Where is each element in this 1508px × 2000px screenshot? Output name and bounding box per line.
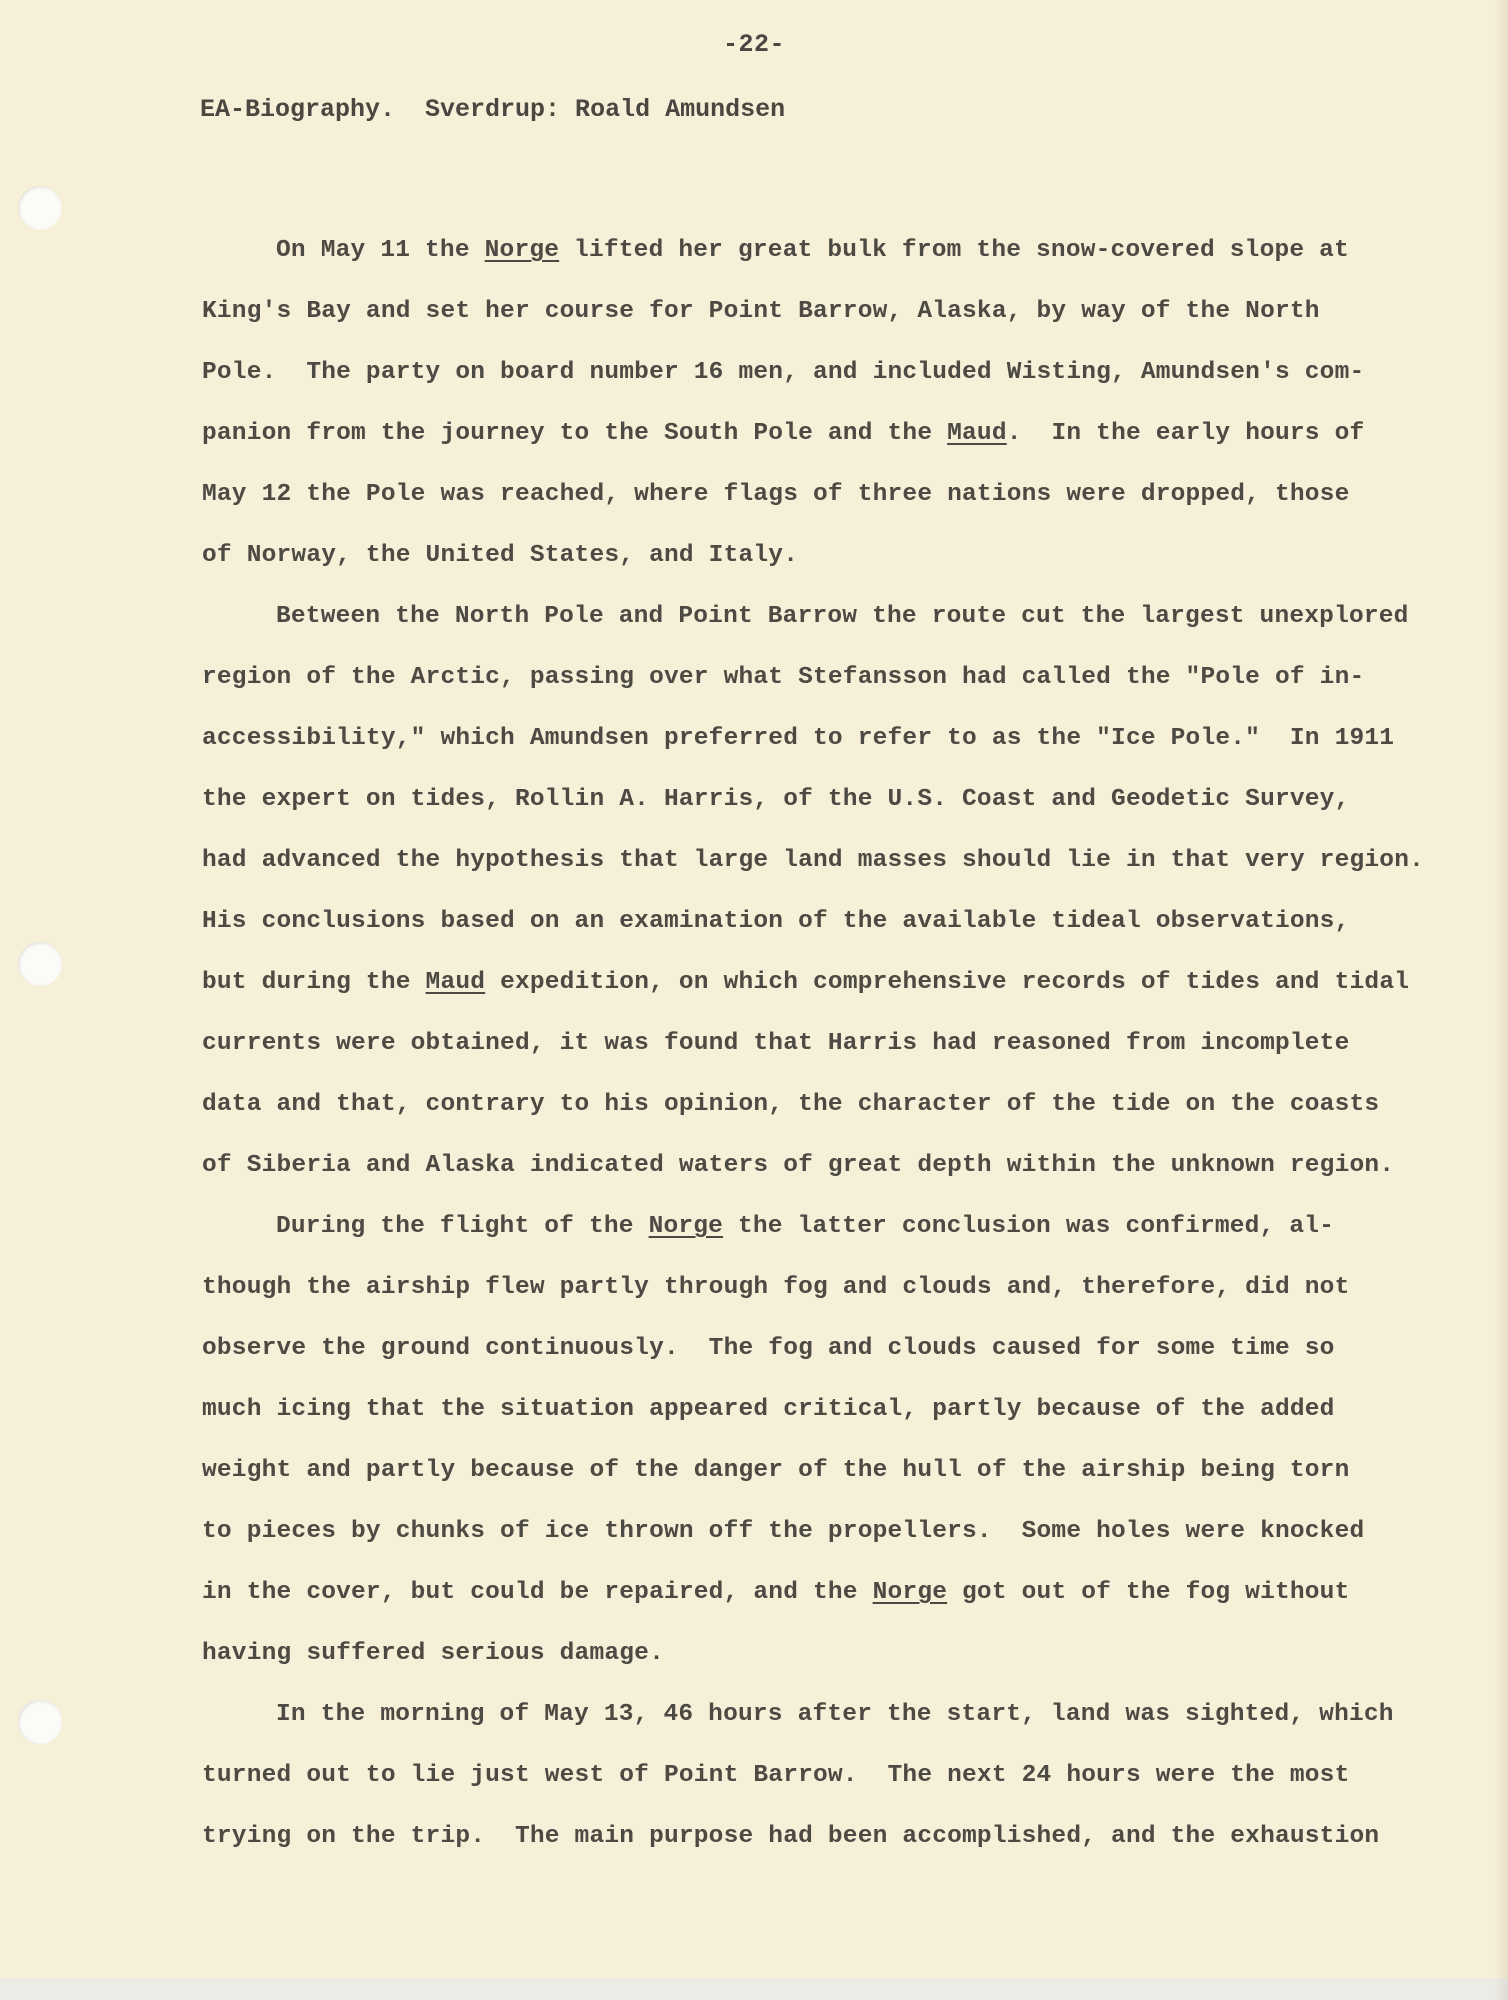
text-line xyxy=(202,342,1462,403)
underlined-ship-name: Maud xyxy=(947,420,1007,447)
text-segment: Pole. The party on board number 16 men, and included Wisting, Amundsen's com- xyxy=(202,359,1365,386)
text-line xyxy=(202,220,1462,281)
text-line xyxy=(202,1745,1462,1806)
text-segment: much icing that the situation appeared critical, partly because of the added xyxy=(202,1396,1335,1423)
text-segment: Between the North Pole and Point Barrow the route cut the largest unexplored xyxy=(276,603,1409,630)
text-line xyxy=(202,403,1462,464)
scan-margin xyxy=(0,1978,1508,2000)
text-segment: to pieces by chunks of ice thrown off the propellers. Some holes were knocked xyxy=(202,1518,1365,1545)
text-line xyxy=(202,647,1462,708)
punch-hole-middle xyxy=(18,942,62,986)
text-line xyxy=(202,952,1462,1013)
text-line xyxy=(202,1135,1462,1196)
running-header: EA-Biography. Sverdrup: Roald Amundsen xyxy=(200,95,786,124)
text-segment: data and that, contrary to his opinion, the character of the tide on the coasts xyxy=(202,1091,1380,1118)
text-segment: On May 11 the xyxy=(276,237,485,264)
text-segment: the expert on tides, Rollin A. Harris, of the U.S. Coast and Geodetic Survey, xyxy=(202,786,1350,813)
text-segment: though the airship flew partly through fog and clouds and, therefore, did not xyxy=(202,1274,1350,1301)
text-line xyxy=(202,830,1462,891)
text-line xyxy=(202,1440,1462,1501)
text-line xyxy=(202,525,1462,586)
underlined-ship-name: Norge xyxy=(484,237,560,264)
punch-hole-bottom xyxy=(18,1700,62,1744)
text-segment: had advanced the hypothesis that large land masses should lie in that very region. xyxy=(202,847,1424,874)
text-line xyxy=(202,586,1462,647)
text-segment: lifted her great bulk from the snow-covered slope at xyxy=(559,237,1349,264)
text-segment: currents were obtained, it was found that Harris had reasoned from incomplete xyxy=(202,1030,1350,1057)
text-segment: King's Bay and set her course for Point Barrow, Alaska, by way of the North xyxy=(202,298,1320,325)
text-line xyxy=(202,1013,1462,1074)
text-line xyxy=(202,708,1462,769)
text-segment: . In the early hours of xyxy=(1006,420,1365,447)
text-segment: His conclusions based on an examination of the available tideal observations, xyxy=(202,908,1350,935)
text-line xyxy=(202,1379,1462,1440)
text-line xyxy=(202,1806,1462,1867)
text-line xyxy=(202,769,1462,830)
text-line xyxy=(202,281,1462,342)
text-line xyxy=(202,1196,1462,1257)
text-segment: expedition, on which comprehensive records of tides and tidal xyxy=(485,969,1410,996)
text-segment: trying on the trip. The main purpose had been accomplished, and the exhaustion xyxy=(202,1823,1380,1850)
text-line xyxy=(202,464,1462,525)
text-segment: got out of the fog without xyxy=(947,1579,1350,1606)
text-line xyxy=(202,1501,1462,1562)
text-line xyxy=(202,1623,1462,1684)
text-segment: turned out to lie just west of Point Barrow. The next 24 hours were the most xyxy=(202,1762,1350,1789)
text-segment: having suffered serious damage. xyxy=(202,1640,664,1667)
underlined-ship-name: Norge xyxy=(872,1579,948,1606)
text-segment: During the flight of the xyxy=(276,1213,649,1240)
body-text xyxy=(202,220,1462,1867)
underlined-ship-name: Norge xyxy=(648,1213,724,1240)
text-segment: weight and partly because of the danger of the hull of the airship being torn xyxy=(202,1457,1350,1484)
text-segment: observe the ground continuously. The fog and clouds caused for some time so xyxy=(202,1335,1335,1362)
text-segment: region of the Arctic, passing over what Stefansson had called the "Pole of in- xyxy=(202,664,1365,691)
text-segment: in the cover, but could be repaired, and the xyxy=(202,1579,873,1606)
text-line xyxy=(202,1684,1462,1745)
page-number: -22- xyxy=(722,30,785,59)
text-segment: but during the xyxy=(202,969,426,996)
text-line xyxy=(202,1257,1462,1318)
text-segment: May 12 the Pole was reached, where flags of three nations were dropped, those xyxy=(202,481,1350,508)
text-line xyxy=(202,1074,1462,1135)
text-line xyxy=(202,1318,1462,1379)
text-segment: accessibility," which Amundsen preferred to refer to as the "Ice Pole." In 1911 xyxy=(202,725,1395,752)
text-line xyxy=(202,891,1462,952)
text-segment: In the morning of May 13, 46 hours after the start, land was sighted, which xyxy=(276,1701,1394,1728)
text-segment: panion from the journey to the South Pole and the xyxy=(202,420,948,447)
text-segment: of Siberia and Alaska indicated waters of great depth within the unknown region. xyxy=(202,1152,1395,1179)
text-segment: the latter conclusion was confirmed, al- xyxy=(723,1213,1335,1240)
underlined-ship-name: Maud xyxy=(425,969,486,996)
text-line xyxy=(202,1562,1462,1623)
punch-hole-top xyxy=(18,186,62,230)
text-segment: of Norway, the United States, and Italy. xyxy=(202,542,799,569)
